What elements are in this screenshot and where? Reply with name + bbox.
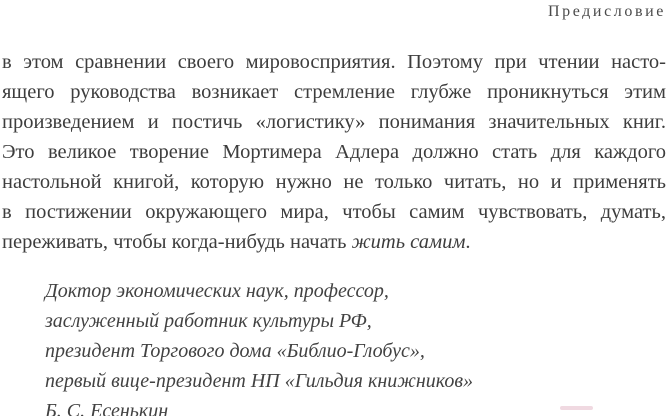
signature-author: Б. С. Есенькин [45,400,169,416]
paragraph-line: в этом сравнении своего мировосприятия. Поэтому при чтении насто- [2,51,666,73]
paragraph-last-line [2,227,666,257]
paragraph-line: в постижении окружающего мира, чтобы самим чувствовать, думать, [2,201,666,223]
paragraph-line: произведением и постичь «логистику» понимания значительных книг. [2,111,666,133]
body-paragraph [2,47,666,257]
signature-line: заслуженный работник культуры РФ, [45,310,372,332]
paragraph-last-line-text: переживать, чтобы когда-нибудь начать [2,231,352,253]
paragraph-line: настольной книгой, которую нужно не только читать, но и применять [2,171,666,193]
paragraph-line: Это великое творение Мортимера Адлера должно стать для каждого [2,141,666,163]
paragraph-line: ящего руководства возникает стремление глубже проникнуться этим [2,81,666,103]
signature-line: Доктор экономических наук, профессор, [45,280,389,302]
paragraph-last-line-period: . [465,231,471,253]
page-marker [560,406,593,410]
signature-line: первый вице-президент НП «Гильдия книжников» [45,370,474,392]
running-header: Предисловие [547,3,666,20]
signature-line: президент Торгового дома «Библио-Глобус», [45,340,425,362]
signature-block [45,276,473,416]
paragraph-italic-phrase: жить самим [351,231,466,253]
